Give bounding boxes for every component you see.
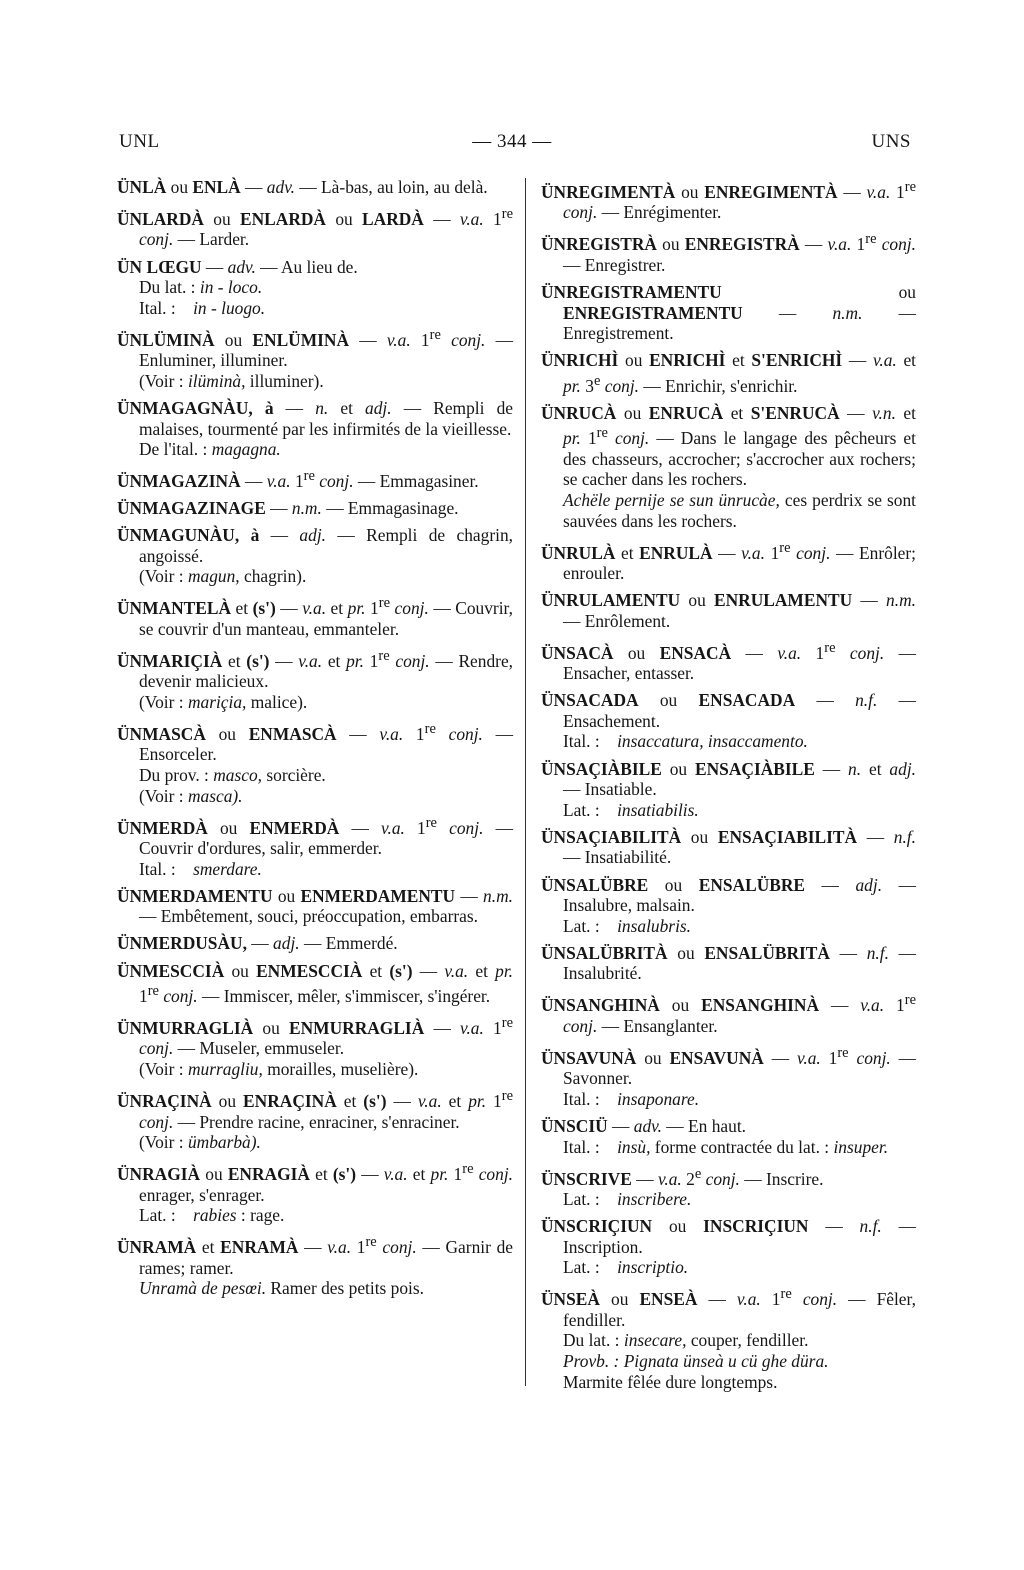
- dictionary-entry: ÜNSACADA ou ENSACADA — n.f. — Ensachement. Ital. : insaccatura, insaccamento.: [541, 690, 917, 752]
- running-head-left: UNL: [119, 131, 160, 152]
- left-column: [117, 177, 513, 1305]
- dictionary-entry: ÜNSACÀ ou ENSACÀ — v.a. 1re conj. — Ensacher, entasser.: [541, 639, 916, 684]
- dictionary-entry: ÜNMERDUSÀU, — adj. — Emmerdé.: [117, 933, 398, 954]
- dictionary-entry: ÜNSAÇIÀBILE ou ENSAÇIÀBILE — n. et adj. — Insatiable. Lat. : insatiabilis.: [541, 758, 916, 820]
- dictionary-entry: ÜNSCRIVE — v.a. 2e conj. — Inscrire. Lat. : inscribere.: [541, 1165, 824, 1210]
- column-divider: [525, 178, 526, 1386]
- dictionary-entry: ÜNLÀ ou ENLÀ — adv. — Là-bas, au loin, au delà.: [117, 177, 488, 197]
- dictionary-entry: ÜNMERDÀ ou ENMERDÀ — v.a. 1re conj. — Couvrir d'ordures, salir, emmerder. Ital. : smerdare.: [117, 814, 513, 879]
- dictionary-entry: ÜNREGIMENTÀ ou ENREGIMENTÀ — v.a. 1re conj. — Enrégimenter.: [541, 179, 917, 223]
- dictionary-entry: ÜNSAÇIABILITÀ ou ENSAÇIABILITÀ — n.f. — Insatiabilité.: [541, 826, 916, 868]
- dictionary-entry: ÜNMERDAMENTU ou ENMERDAMENTU — n.m. — Embêtement, souci, préoccupation, embarras.: [117, 885, 513, 927]
- dictionary-entry: ÜNSEÀ ou ENSEÀ — v.a. 1re conj. — Fêler, fendiller. Du lat. : insecare, couper, fendiller. Provb. : Pignata ünseà u cü ghe düra. Marmite fêlée dure longtemps.: [541, 1286, 916, 1392]
- dictionary-entry: ÜNSAVUNÀ ou ENSAVUNÀ — v.a. 1re conj. — Savonner. Ital. : insaponare.: [541, 1044, 917, 1109]
- dictionary-entry: ÜNRAGIÀ ou ENRAGIÀ et (s') — v.a. et pr. 1re conj. enrager, s'enrager. Lat. : rabies : rage.: [117, 1161, 513, 1226]
- dictionary-entry: ÜNLÜMINÀ ou ENLÜMINÀ — v.a. 1re conj. — Enluminer, illuminer. (Voir : ilüminà, illuminer).: [117, 326, 513, 391]
- dictionary-entry: ÜN LŒGU — adv. — Au lieu de. Du lat. : in - loco. Ital. : in - luogo.: [117, 256, 358, 318]
- dictionary-entry: ÜNSANGHINÀ ou ENSANGHINÀ — v.a. 1re conj. — Ensanglanter.: [541, 992, 917, 1036]
- dictionary-entry: ÜNMESCCIÀ ou ENMESCCIÀ et (s') — v.a. et pr. 1re conj. — Immiscer, mêler, s'immiscer, s'ingérer.: [117, 960, 514, 1006]
- running-head-right: UNS: [871, 131, 911, 152]
- right-column: [541, 177, 916, 1399]
- dictionary-entry: ÜNSALÜBRE ou ENSALÜBRE — adj. — Insalubre, malsain. Lat. : insalubris.: [541, 874, 916, 936]
- dictionary-entry: ÜNRULAMENTU ou ENRULAMENTU — n.m. — Enrôlement.: [541, 590, 916, 631]
- dictionary-entry: ÜNMAGAGNÀU, à — n. et adj. — Rempli de malaises, tourmenté par les infirmités de la vieillesse. De l'ital. : magagna.: [117, 397, 513, 460]
- dictionary-entry: ÜNSCRIÇIUN ou INSCRIÇIUN — n.f. — Inscription. Lat. : inscriptio.: [541, 1216, 916, 1278]
- dictionary-entry: ÜNRULÀ et ENRULÀ — v.a. 1re conj. — Enrôler; enrouler.: [541, 539, 916, 583]
- dictionary-entry: ÜNMARIÇIÀ et (s') — v.a. et pr. 1re conj. — Rendre, devenir malicieux. (Voir : mariçia, malice).: [117, 647, 514, 712]
- dictionary-entry: ÜNMURRAGLIÀ ou ENMURRAGLIÀ — v.a. 1re conj. — Museler, emmuseler. (Voir : murragliu, morailles, muselière).: [117, 1015, 514, 1080]
- dictionary-entry: ÜNREGISTRAMENTU ou ENREGISTRAMENTU — n.m. — Enregistrement.: [541, 281, 916, 344]
- dictionary-entry: ÜNSCIÜ — adv. — En haut. Ital. : insù, forme contractée du lat. : insuper.: [541, 1116, 889, 1157]
- dictionary-entry: ÜNRUCÀ ou ENRUCÀ et S'ENRUCÀ — v.n. et pr. 1re conj. — Dans le langage des pêcheurs et des chasseurs, accrocher; s'accrocher aux rochers; se cacher dans les rochers. Achële pernije se sun ünrucàe, ces perdrix se sont sauvées dans les rochers.: [541, 402, 917, 531]
- dictionary-entry: ÜNMAGAZINAGE — n.m. — Emmagasinage.: [117, 498, 459, 519]
- page-number: — 344 —: [472, 131, 552, 152]
- dictionary-entry: ÜNRICHÌ ou ENRICHÌ et S'ENRICHÌ — v.a. et pr. 3e conj. — Enrichir, s'enrichir.: [541, 350, 917, 396]
- dictionary-entry: ÜNLARDÀ ou ENLARDÀ ou LARDÀ — v.a. 1re conj. — Larder.: [117, 206, 514, 250]
- dictionary-entry: ÜNREGISTRÀ ou ENREGISTRÀ — v.a. 1re conj. — Enregistrer.: [541, 231, 916, 275]
- dictionary-entry: ÜNMASCÀ ou ENMASCÀ — v.a. 1re conj. — Ensorceler. Du prov. : masco, sorcière. (Voir : masca).: [117, 721, 513, 806]
- dictionary-entry: ÜNRAÇINÀ ou ENRAÇINÀ et (s') — v.a. et pr. 1re conj. — Prendre racine, enraciner, s'enraciner. (Voir : ümbarbà).: [117, 1088, 514, 1153]
- dictionary-entry: ÜNSALÜBRITÀ ou ENSALÜBRITÀ — n.f. — Insalubrité.: [541, 942, 916, 984]
- dictionary-entry: ÜNMANTELÀ et (s') — v.a. et pr. 1re conj. — Couvrir, se couvrir d'un manteau, emmanteler.: [117, 595, 513, 639]
- dictionary-entry: ÜNRAMÀ et ENRAMÀ — v.a. 1re conj. — Garnir de rames; ramer. Unramà de pesœi. Ramer des petits pois.: [117, 1234, 514, 1299]
- dictionary-entry: ÜNMAGAZINÀ — v.a. 1re conj. — Emmagasiner.: [117, 468, 479, 492]
- dictionary-entry: ÜNMAGUNÀU, à — adj. — Rempli de chagrin, angoissé. (Voir : magun, chagrin).: [117, 525, 513, 587]
